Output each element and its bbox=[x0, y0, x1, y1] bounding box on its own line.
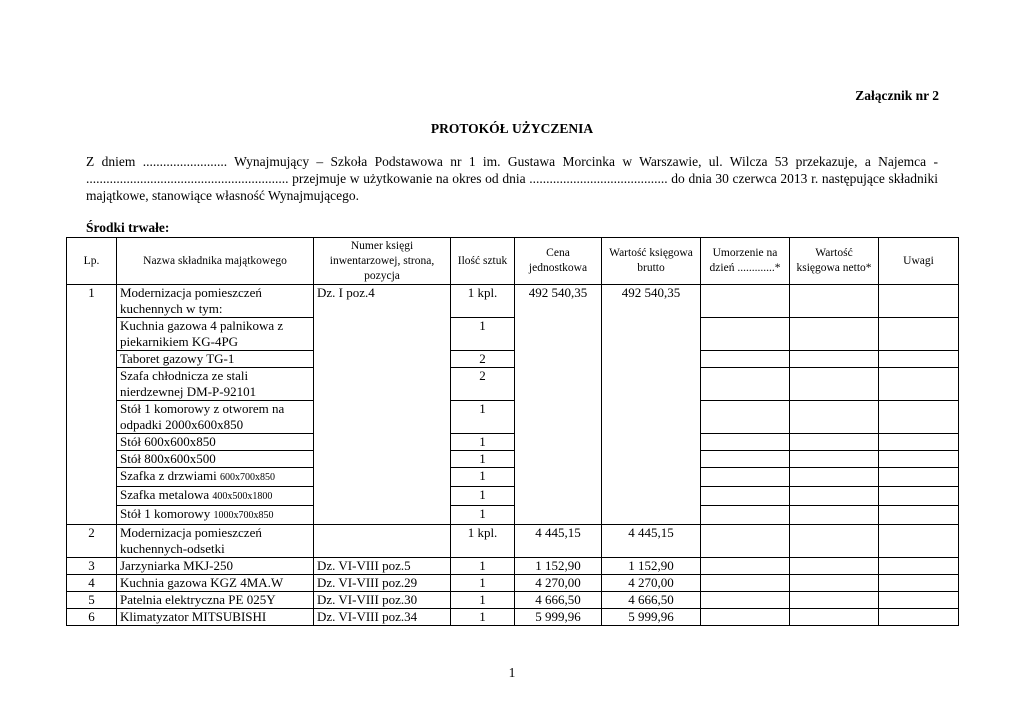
cell-lp: 5 bbox=[67, 592, 117, 609]
cell-notes bbox=[879, 468, 959, 487]
cell-name: Klimatyzator MITSUBISHI bbox=[117, 609, 314, 626]
cell-name: Kuchnia gazowa 4 palnikowa z piekarnikiem KG-4PG bbox=[117, 318, 314, 351]
cell-notes bbox=[879, 434, 959, 451]
cell-book-net bbox=[790, 401, 879, 434]
cell-book-net bbox=[790, 368, 879, 401]
cell-ledger: Dz. VI-VIII poz.29 bbox=[314, 575, 451, 592]
cell-notes bbox=[879, 401, 959, 434]
section-heading: Środki trwałe: bbox=[86, 220, 170, 235]
item-name: Stół 1 komorowy bbox=[120, 506, 211, 521]
cell-notes bbox=[879, 506, 959, 525]
table-row bbox=[67, 434, 959, 451]
cell-qty: 1 bbox=[451, 609, 515, 626]
header-lp: Lp. bbox=[67, 238, 117, 285]
cell-book-gross: 4 445,15 bbox=[602, 525, 701, 558]
cell-lp: 1 bbox=[67, 285, 117, 525]
cell-notes bbox=[879, 451, 959, 468]
cell-notes bbox=[879, 592, 959, 609]
cell-unit-price: 4 666,50 bbox=[515, 592, 602, 609]
item-dimensions: 1000x700x850 bbox=[213, 510, 274, 521]
header-book-net: Wartość księgowa netto* bbox=[790, 238, 879, 285]
cell-book-net bbox=[790, 487, 879, 506]
cell-book-net bbox=[790, 558, 879, 575]
cell-lp: 2 bbox=[67, 525, 117, 558]
cell-name: Kuchnia gazowa KGZ 4MA.W bbox=[117, 575, 314, 592]
cell-name: Stół 600x600x850 bbox=[117, 434, 314, 451]
cell-depreciation bbox=[701, 285, 790, 318]
table-row bbox=[67, 285, 959, 318]
cell-depreciation bbox=[701, 318, 790, 351]
header-ledger: Numer księgi inwentarzowej, strona, pozycja bbox=[314, 238, 451, 285]
cell-unit-price: 4 445,15 bbox=[515, 525, 602, 558]
page-number: 1 bbox=[508, 665, 516, 680]
cell-name: Patelnia elektryczna PE 025Y bbox=[117, 592, 314, 609]
cell-depreciation bbox=[701, 351, 790, 368]
item-dimensions: 600x700x850 bbox=[219, 472, 275, 483]
document-title: PROTOKÓŁ UŻYCZENIA bbox=[430, 121, 594, 136]
cell-qty: 1 kpl. bbox=[451, 285, 515, 318]
cell-book-net bbox=[790, 434, 879, 451]
cell-depreciation bbox=[701, 525, 790, 558]
cell-depreciation bbox=[701, 609, 790, 626]
cell-notes bbox=[879, 558, 959, 575]
cell-notes bbox=[879, 487, 959, 506]
cell-qty: 1 bbox=[451, 592, 515, 609]
cell-name bbox=[117, 487, 314, 506]
cell-depreciation bbox=[701, 558, 790, 575]
cell-book-gross: 5 999,96 bbox=[602, 609, 701, 626]
cell-notes bbox=[879, 318, 959, 351]
cell-book-net bbox=[790, 506, 879, 525]
item-name: Szafka metalowa bbox=[120, 487, 210, 502]
cell-name: Szafa chłodnicza ze stali nierdzewnej DM-P-92101 bbox=[117, 368, 314, 401]
table-row bbox=[67, 401, 959, 434]
cell-depreciation bbox=[701, 468, 790, 487]
fixed-assets-table bbox=[66, 237, 959, 626]
cell-book-net bbox=[790, 351, 879, 368]
table-row bbox=[67, 368, 959, 401]
cell-depreciation bbox=[701, 506, 790, 525]
table-row bbox=[67, 468, 959, 487]
cell-ledger: Dz. I poz.4 bbox=[314, 285, 451, 525]
cell-depreciation bbox=[701, 575, 790, 592]
table-row bbox=[67, 506, 959, 525]
cell-ledger: Dz. VI-VIII poz.34 bbox=[314, 609, 451, 626]
header-qty: Ilość sztuk bbox=[451, 238, 515, 285]
cell-book-net bbox=[790, 451, 879, 468]
cell-book-net bbox=[790, 525, 879, 558]
cell-depreciation bbox=[701, 487, 790, 506]
table-header-row bbox=[67, 238, 959, 285]
cell-qty: 2 bbox=[451, 351, 515, 368]
cell-unit-price: 4 270,00 bbox=[515, 575, 602, 592]
cell-ledger: Dz. VI-VIII poz.30 bbox=[314, 592, 451, 609]
cell-depreciation bbox=[701, 434, 790, 451]
intro-paragraph: Z dniem ......................... Wynajmujący – Szkoła Podstawowa nr 1 im. Gustawa Morcinka w Warszawie, ul. Wilcza 53 przekazuje, a Najemca - ............................................................ przejmuje w użytkowanie na okres od dnia ......................................... do dnia 30 czerwca 2013 r. następujące składniki majątkowe, stanowiące własność Wynajmującego. bbox=[86, 154, 938, 203]
cell-lp: 4 bbox=[67, 575, 117, 592]
table-row bbox=[67, 487, 959, 506]
cell-lp: 3 bbox=[67, 558, 117, 575]
cell-unit-price: 5 999,96 bbox=[515, 609, 602, 626]
header-name: Nazwa składnika majątkowego bbox=[117, 238, 314, 285]
cell-qty: 1 bbox=[451, 434, 515, 451]
cell-qty: 1 kpl. bbox=[451, 525, 515, 558]
cell-notes bbox=[879, 609, 959, 626]
cell-unit-price: 492 540,35 bbox=[515, 285, 602, 525]
cell-depreciation bbox=[701, 592, 790, 609]
cell-notes bbox=[879, 368, 959, 401]
cell-book-gross: 1 152,90 bbox=[602, 558, 701, 575]
table-row bbox=[67, 318, 959, 351]
cell-ledger bbox=[314, 525, 451, 558]
table-row bbox=[67, 558, 959, 575]
header-book-gross: Wartość księgowa brutto bbox=[602, 238, 701, 285]
cell-book-net bbox=[790, 318, 879, 351]
cell-notes bbox=[879, 525, 959, 558]
cell-book-net bbox=[790, 609, 879, 626]
cell-depreciation bbox=[701, 368, 790, 401]
table-row bbox=[67, 451, 959, 468]
cell-book-net bbox=[790, 285, 879, 318]
cell-name: Taboret gazowy TG-1 bbox=[117, 351, 314, 368]
cell-book-net bbox=[790, 575, 879, 592]
table-row bbox=[67, 592, 959, 609]
cell-qty: 1 bbox=[451, 451, 515, 468]
cell-book-net bbox=[790, 592, 879, 609]
cell-qty: 1 bbox=[451, 575, 515, 592]
cell-depreciation bbox=[701, 401, 790, 434]
table-row bbox=[67, 351, 959, 368]
cell-notes bbox=[879, 575, 959, 592]
cell-name bbox=[117, 468, 314, 487]
table-row bbox=[67, 609, 959, 626]
cell-name: Jarzyniarka MKJ-250 bbox=[117, 558, 314, 575]
cell-book-gross: 4 666,50 bbox=[602, 592, 701, 609]
cell-qty: 1 bbox=[451, 468, 515, 487]
table-row bbox=[67, 575, 959, 592]
cell-lp: 6 bbox=[67, 609, 117, 626]
cell-book-gross: 4 270,00 bbox=[602, 575, 701, 592]
item-name: Szafka z drzwiami bbox=[120, 468, 217, 483]
cell-name bbox=[117, 506, 314, 525]
cell-name: Modernizacja pomieszczeń kuchennych-odsetki bbox=[117, 525, 314, 558]
cell-book-gross: 492 540,35 bbox=[602, 285, 701, 525]
cell-notes bbox=[879, 285, 959, 318]
header-notes: Uwagi bbox=[879, 238, 959, 285]
cell-ledger: Dz. VI-VIII poz.5 bbox=[314, 558, 451, 575]
cell-qty: 1 bbox=[451, 318, 515, 351]
cell-name: Stół 800x600x500 bbox=[117, 451, 314, 468]
table-row bbox=[67, 525, 959, 558]
cell-qty: 2 bbox=[451, 368, 515, 401]
cell-notes bbox=[879, 351, 959, 368]
cell-name: Modernizacja pomieszczeń kuchennych w tym: bbox=[117, 285, 314, 318]
cell-qty: 1 bbox=[451, 506, 515, 525]
cell-qty: 1 bbox=[451, 401, 515, 434]
cell-depreciation bbox=[701, 451, 790, 468]
header-depreciation: Umorzenie na dzień .............* bbox=[701, 238, 790, 285]
item-dimensions: 400x500x1800 bbox=[212, 491, 273, 502]
cell-book-net bbox=[790, 468, 879, 487]
cell-name: Stół 1 komorowy z otworem na odpadki 2000x600x850 bbox=[117, 401, 314, 434]
cell-unit-price: 1 152,90 bbox=[515, 558, 602, 575]
header-unit-price: Cena jednostkowa bbox=[515, 238, 602, 285]
cell-qty: 1 bbox=[451, 558, 515, 575]
annex-label: Załącznik nr 2 bbox=[855, 88, 939, 103]
cell-qty: 1 bbox=[451, 487, 515, 506]
